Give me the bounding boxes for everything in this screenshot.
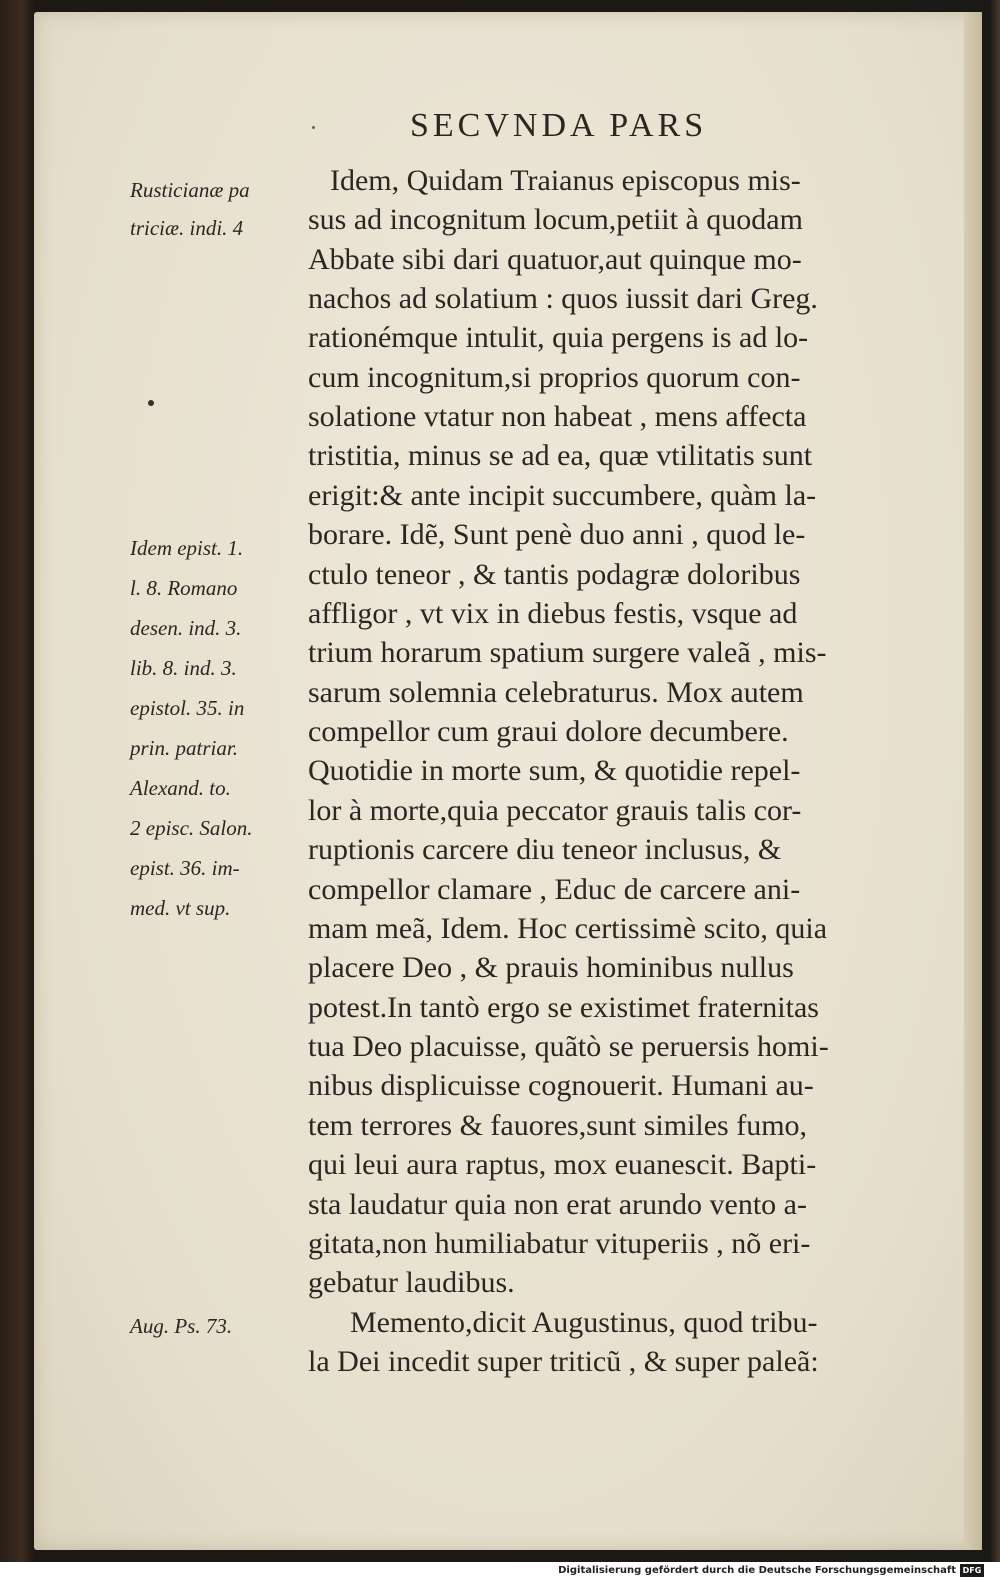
- margin-note: Idem epist. 1.: [130, 536, 244, 560]
- body-text-line: nibus displicuisse cognouerit. Humani au-: [308, 1069, 814, 1102]
- margin-note: Aug. Ps. 73.: [130, 1314, 233, 1338]
- margin-note: 2 episc. Salon.: [130, 816, 253, 840]
- body-text-line: Idem, Quidam Traianus episcopus mis-: [330, 164, 801, 197]
- body-text-line: rationémque intulit, quia pergens is ad lo-: [308, 321, 809, 354]
- body-text-line: Abbate sibi dari quatuor,aut quinque mo-: [308, 243, 802, 276]
- ink-dot: [148, 400, 154, 406]
- body-text-line: tem terrores & fauores,sunt similes fumo,: [308, 1109, 808, 1142]
- margin-note: desen. ind. 3.: [130, 616, 242, 640]
- body-text-line: potest.In tantò ergo se existimet fraternitas: [308, 991, 819, 1024]
- body-text-line: sus ad incognitum locum,petiit à quodam: [308, 203, 803, 236]
- funding-credit: Digitalisierung gefördert durch die Deutsche Forschungsgemeinschaft: [558, 1565, 956, 1576]
- body-text-line: sta laudatur quia non erat arundo vento a-: [308, 1188, 807, 1221]
- body-text-line: gitata,non humiliabatur vituperiis , nõ eri-: [308, 1227, 811, 1260]
- body-text-line: placere Deo , & prauis hominibus nullus: [308, 951, 794, 984]
- running-head: SECVNDA PARS: [410, 107, 708, 144]
- margin-note: Rusticianæ pa: [130, 178, 250, 202]
- body-text-line: mam meã, Idem. Hoc certissimè scito, quia: [308, 912, 828, 945]
- dfg-logo: DFG: [960, 1564, 984, 1577]
- body-text-line: nachos ad solatium : quos iussit dari Greg.: [308, 282, 818, 315]
- body-text-line: trium horarum spatium surgere valeã , mis-: [308, 636, 827, 669]
- body-text-line: compellor cum graui dolore decumbere.: [308, 715, 789, 748]
- body-text-line: borare. Idẽ, Sunt penè duo anni , quod le-: [308, 518, 806, 551]
- body-text-line: tristitia, minus se ad ea, quæ vtilitatis sunt: [308, 439, 813, 472]
- margin-note: lib. 8. ind. 3.: [130, 656, 237, 680]
- stray-ink-mark: [312, 126, 315, 129]
- body-text-line: ctulo teneor , & tantis podagræ doloribus: [308, 558, 801, 591]
- body-text-line: cum incognitum,si proprios quorum con-: [308, 361, 801, 394]
- margin-note: epist. 36. im-: [130, 856, 240, 880]
- body-text-line: sarum solemnia celebraturus. Mox autem: [308, 676, 804, 709]
- body-text-line: erigit:& ante incipit succumbere, quàm la-: [308, 479, 817, 512]
- body-text-line: ruptionis carcere diu teneor inclusus, &: [308, 833, 782, 866]
- margin-note: prin. patriar.: [130, 736, 238, 760]
- body-text-line: tua Deo placuisse, quãtò se peruersis homi-: [308, 1030, 829, 1063]
- margin-note: epistol. 35. in: [130, 696, 245, 720]
- body-text-line: la Dei incedit super triticũ , & super paleã:: [308, 1345, 819, 1378]
- body-text-line: compellor clamare , Educ de carcere ani-: [308, 873, 801, 906]
- body-text-line: Quotidie in morte sum, & quotidie repel-: [308, 754, 801, 787]
- margin-note: triciæ. indi. 4: [130, 216, 244, 240]
- body-text-line: solatione vtatur non habeat , mens affecta: [308, 400, 807, 433]
- body-text-line: qui leui aura raptus, mox euanescit. Bapti-: [308, 1148, 817, 1181]
- body-text-line: gebatur laudibus.: [308, 1266, 515, 1299]
- page-edge: [964, 12, 982, 1550]
- body-text-line: affligor , vt vix in diebus festis, vsque ad: [308, 597, 798, 630]
- body-text-line: lor à morte,quia peccator grauis talis cor-: [308, 794, 802, 827]
- margin-note: med. vt sup.: [130, 896, 231, 920]
- margin-note: Alexand. to.: [130, 776, 231, 800]
- margin-note: l. 8. Romano: [130, 576, 238, 600]
- body-text-line: Memento,dicit Augustinus, quod tribu-: [350, 1306, 818, 1339]
